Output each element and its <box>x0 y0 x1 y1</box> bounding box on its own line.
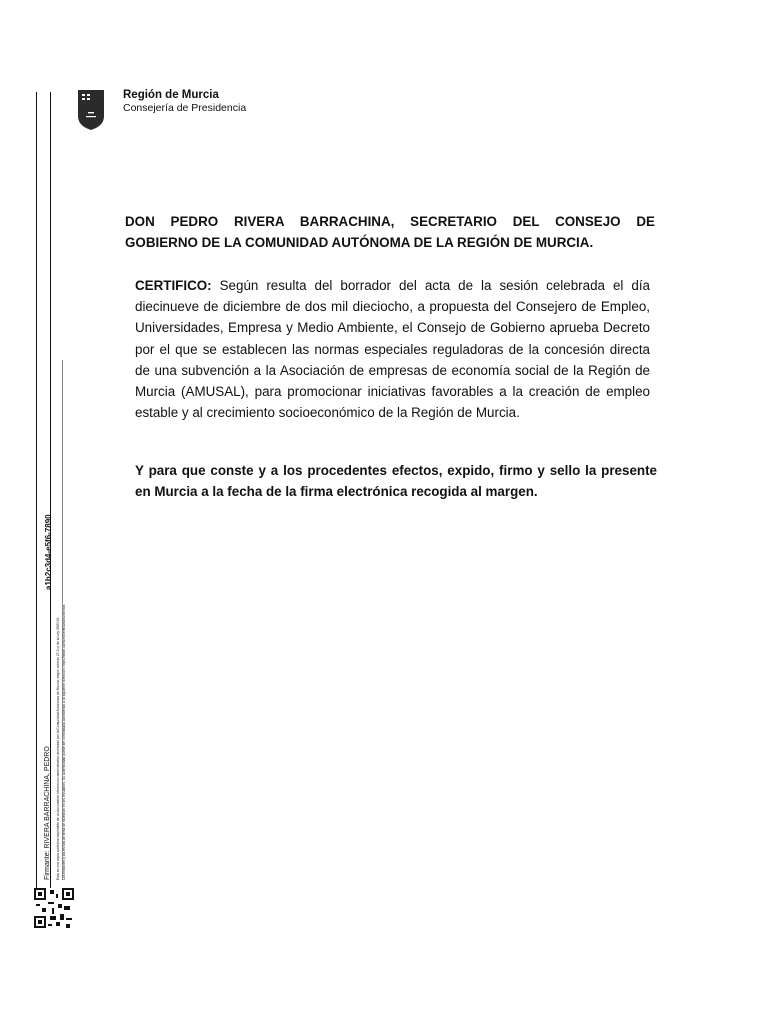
heading-line-2: GOBIERNO DE LA COMUNIDAD AUTÓNOMA DE LA REGIÓN DE MURCIA. <box>125 235 594 250</box>
closing-paragraph: Y para que conste y a los procedentes efectos, expido, firmo y sello la presente en Murcia a la fecha de la firma electrónica recogida al margen. <box>135 463 657 500</box>
qr-code <box>34 888 74 928</box>
certificate-paragraph <box>135 275 650 423</box>
organization-name: Región de Murcia <box>123 89 219 101</box>
region-murcia-logo <box>78 90 104 130</box>
heading-line-1: DON PEDRO RIVERA BARRACHINA, SECRETARIO DEL CONSEJO DE <box>125 214 655 229</box>
csv-code: a1b2c3d4-e5f6-7890 <box>44 514 53 590</box>
department-name: Consejería de Presidencia <box>123 102 247 114</box>
margin-strip <box>0 0 78 1024</box>
document-heading <box>125 211 655 253</box>
organization-block <box>123 89 246 114</box>
certificate-text: Según resulta del borrador del acta de la sesión celebrada el día diecinueve de diciembre de dos mil dieciocho, a propuesta del Consejero de Empleo, Universidades, Empresa y Medio Ambiente, el Consejo de Gobierno aprueba Decreto por el que se establecen las normas especiales reguladoras de la concesión directa de una subvención a la Asociación de empresas de economía social de la Región de Murcia (AMUSAL), para promocionar iniciativas favorables a la creación de empleo estable y al crecimiento socioeconómico de la Región de Murcia. <box>135 278 650 421</box>
certifico-label: CERTIFICO: <box>135 278 212 293</box>
verification-text-1: Esta es una copia auténtica imprimible de un documento electrónico administrativo archivado por la Comunidad Autónoma de Murcia, según artículo 27.3.c) de la Ley 39/2015. <box>56 616 60 880</box>
signer-label: Firmante: RIVERA BARRACHINA, PEDRO <box>44 746 51 880</box>
margin-rule <box>36 92 37 892</box>
verification-text-2: Los firmantes y las fechas de firma se muestran en los recuadros. Su autenticidad puede ser contrastada accediendo a la siguiente dirección: https://sede.carm.es/verificardocumentos <box>62 604 66 880</box>
